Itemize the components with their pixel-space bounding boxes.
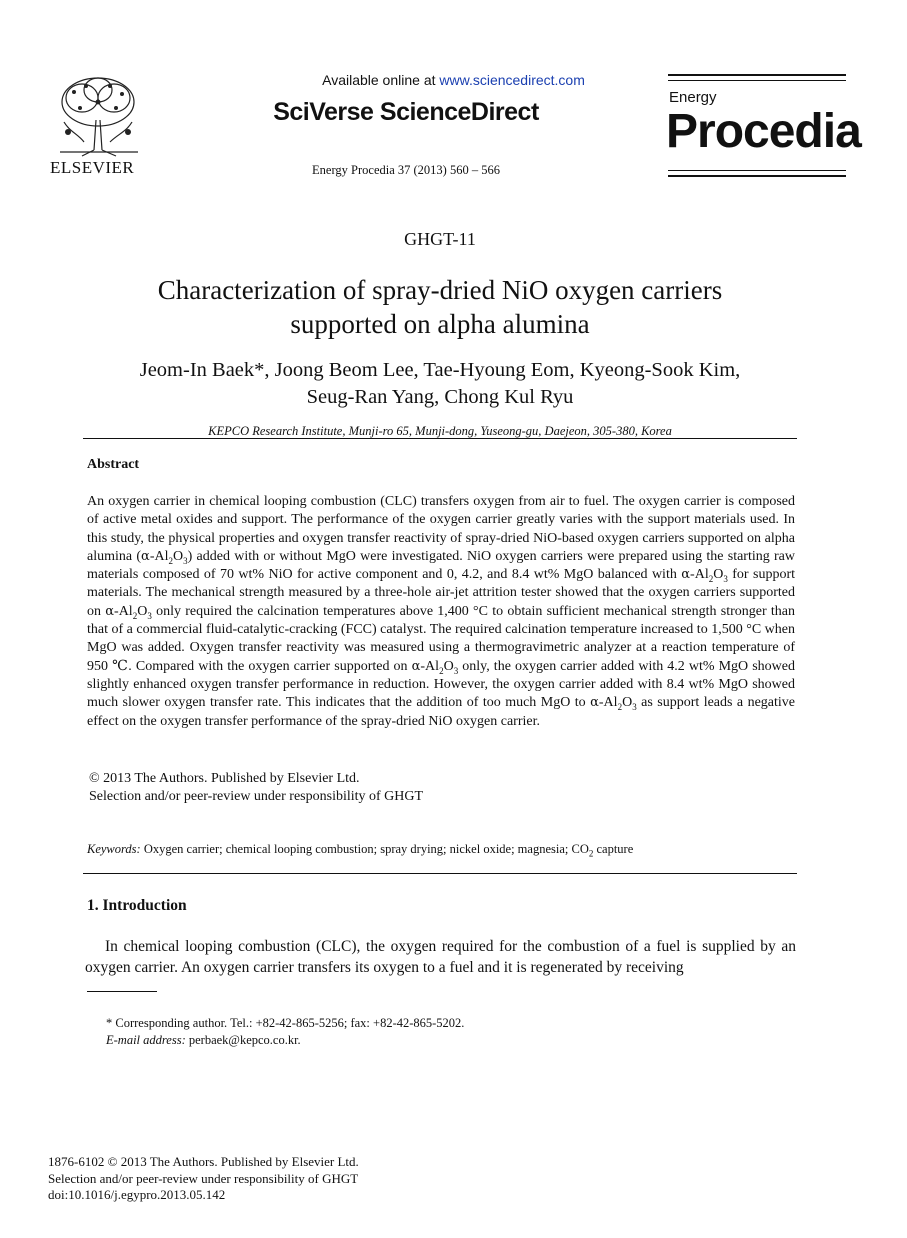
author-line: Seug-Ran Yang, Chong Kul Ryu	[306, 386, 574, 408]
review-line: Selection and/or peer-review under responsibility of GHGT	[89, 789, 424, 804]
publisher-logo-text: ELSEVIER	[50, 158, 135, 177]
journal-citation: Energy Procedia 37 (2013) 560 – 566	[312, 163, 500, 177]
journal-logo-rule	[668, 74, 846, 76]
sciencedirect-link[interactable]: www.sciencedirect.com	[439, 72, 585, 88]
page-footer	[48, 1154, 359, 1204]
author-list	[0, 357, 880, 411]
abstract-body: An oxygen carrier in chemical looping combustion (CLC) transfers oxygen from air to fuel. The oxygen carrier is composed of active metal oxides and support. The performance of the oxygen carrier greatly varies with the support materials used. In this study, the physical properties and oxygen transfer reactivity of spray-dried NiO-based oxygen carriers supported on alpha alumina $(\alpha-Al_2O_3)$ added with or without MgO were investigated. NiO oxygen carriers were prepared using the starting raw materials composed of 70 wt% NiO for active component and 0, 4.2, and 8.4 wt% MgO balanced with $\alpha-Al_2O_3$ for support materials. The mechanical strength measured by a three-hole air-jet attrition tester showed that the oxygen carriers supported on $\alpha-Al_2O_3$ only required the calcination temperatures above 1,400 °C to obtain sufficient mechanical strength stronger than that of a commercial fluid-catalytic-cracking (FCC) catalyst. The required calcination temperature increased to 1,500 °C when MgO was added. Oxygen transfer reactivity was measured using a thermogravimetric analyzer at a reaction temperature of 950 ℃. Compared with the oxygen carrier supported on $\alpha-Al_2O_3$ only, the oxygen carrier added with 4.2 wt% MgO showed slightly enhanced oxygen transfer performance in reduction. However, the oxygen carrier added with 8.4 wt% MgO showed much slower oxygen transfer rate. This indicates that the addition of too much MgO to $\alpha-Al_2O_3$ as support leads a negative effect on the oxygen transfer performance of the spray-dried NiO oxygen carrier.	[87, 494, 796, 729]
alpha-symbol: α	[681, 567, 691, 583]
keywords-label: Keywords:	[87, 842, 141, 856]
abstract-heading: Abstract	[87, 457, 140, 472]
alpha-symbol: α	[411, 658, 421, 674]
keywords-subscript: 2	[588, 848, 594, 859]
abstract-text: for support materials. The mechanical strength measured by a three-hole air-jet attrition tester showed that the oxygen carriers supported on	[87, 567, 796, 619]
keywords-tail: capture	[593, 842, 634, 856]
journal-logo-large: Procedia	[666, 105, 861, 158]
issn-line: 1876-6102 © 2013 The Authors. Published by Elsevier Ltd.	[48, 1154, 359, 1169]
abstract-copyright	[89, 770, 423, 806]
journal-logo-rule	[668, 170, 846, 171]
intro-paragraph: In chemical looping combustion (CLC), the oxygen required for the combustion of a fuel is supplied by an oxygen carrier. An oxygen carrier transfers its oxygen to a fuel and it is regenerated by receiving	[85, 938, 796, 976]
abstract-text: only required the calcination temperatures above 1,400 °C to obtain sufficient mechanical strength stronger than that of a commercial fluid-catalytic-cracking (FCC) catalyst. The required calcination temperature increased to 1,500 °C when MgO was added. Oxygen transfer reactivity was measured using a thermogravimetric analyzer at a reaction temperature of 950 ℃. Compared with the oxygen carrier supported on	[87, 603, 796, 674]
author-line: Jeom-In Baek*, Joong Beom Lee, Tae-Hyoung Eom, Kyeong-Sook Kim,	[139, 359, 741, 381]
alpha-symbol: α	[590, 695, 599, 711]
doi-line[interactable]: doi:10.1016/j.egypro.2013.05.142	[48, 1187, 226, 1202]
abstract-text: as support leads a negative effect on the oxygen transfer performance of the spray-dried NiO oxygen carrier.	[87, 695, 796, 729]
journal-logo-rule	[668, 80, 846, 81]
paper-title-line: Characterization of spray-dried NiO oxygen carriers	[157, 275, 723, 305]
review-line: Selection and/or peer-review under responsibility of GHGT	[48, 1170, 359, 1186]
copyright-line: © 2013 The Authors. Published by Elsevier Ltd.	[89, 771, 360, 786]
footnote-rule	[87, 991, 157, 992]
paper-title	[0, 273, 880, 341]
paper-title-line: supported on alpha alumina	[290, 309, 590, 339]
keywords-text: Oxygen carrier; chemical looping combustion; spray drying; nickel oxide; magnesia; CO	[140, 842, 589, 856]
divider	[83, 438, 797, 439]
journal-logo-rule	[668, 175, 846, 177]
journal-logo-small: Energy	[669, 89, 717, 106]
alpha-symbol: α	[105, 603, 115, 619]
footnote	[106, 1015, 464, 1049]
abstract-text: An oxygen carrier in chemical looping combustion (CLC) transfers oxygen from air to fuel. The oxygen carrier is composed of active metal oxides and support. The performance of the oxygen carrier greatly varies with the support materials used. In this study, the physical properties and oxygen transfer reactivity of spray-dried NiO-based oxygen carriers supported on alpha alumina (	[87, 494, 795, 564]
email-address[interactable]: perbaek@kepco.co.kr.	[185, 1033, 301, 1047]
alpha-symbol: α	[141, 548, 150, 564]
email-line	[106, 1032, 464, 1049]
platform-brand: SciVerse ScienceDirect	[273, 98, 539, 126]
abstract-text: only, the oxygen carrier added with 4.2 wt% MgO showed slightly enhanced oxygen transfer performance in reduction. However, the oxygen carrier added with 8.4 wt% MgO showed much slower oxygen transfer rate. This indicates that the addition of too much MgO to	[87, 658, 795, 711]
email-label: E-mail address:	[106, 1033, 186, 1047]
keywords	[87, 842, 633, 857]
availability-prefix: Available online at	[322, 72, 440, 88]
corresponding-author: * Corresponding author. Tel.: +82-42-865-5256; fax: +82-42-865-5202.	[106, 1016, 465, 1030]
affiliation: KEPCO Research Institute, Munji-ro 65, Munji-dong, Yuseong-gu, Daejeon, 305-380, Korea	[208, 424, 672, 438]
abstract-text: ) added with or without MgO were investigated. NiO oxygen carriers were prepared using the starting raw materials composed of 70 wt% NiO for active component and 0, 4.2, and 8.4 wt% MgO balanced with	[87, 548, 795, 583]
conference-label: GHGT-11	[404, 229, 476, 249]
divider	[83, 873, 797, 874]
section-heading: 1. Introduction	[87, 897, 187, 914]
